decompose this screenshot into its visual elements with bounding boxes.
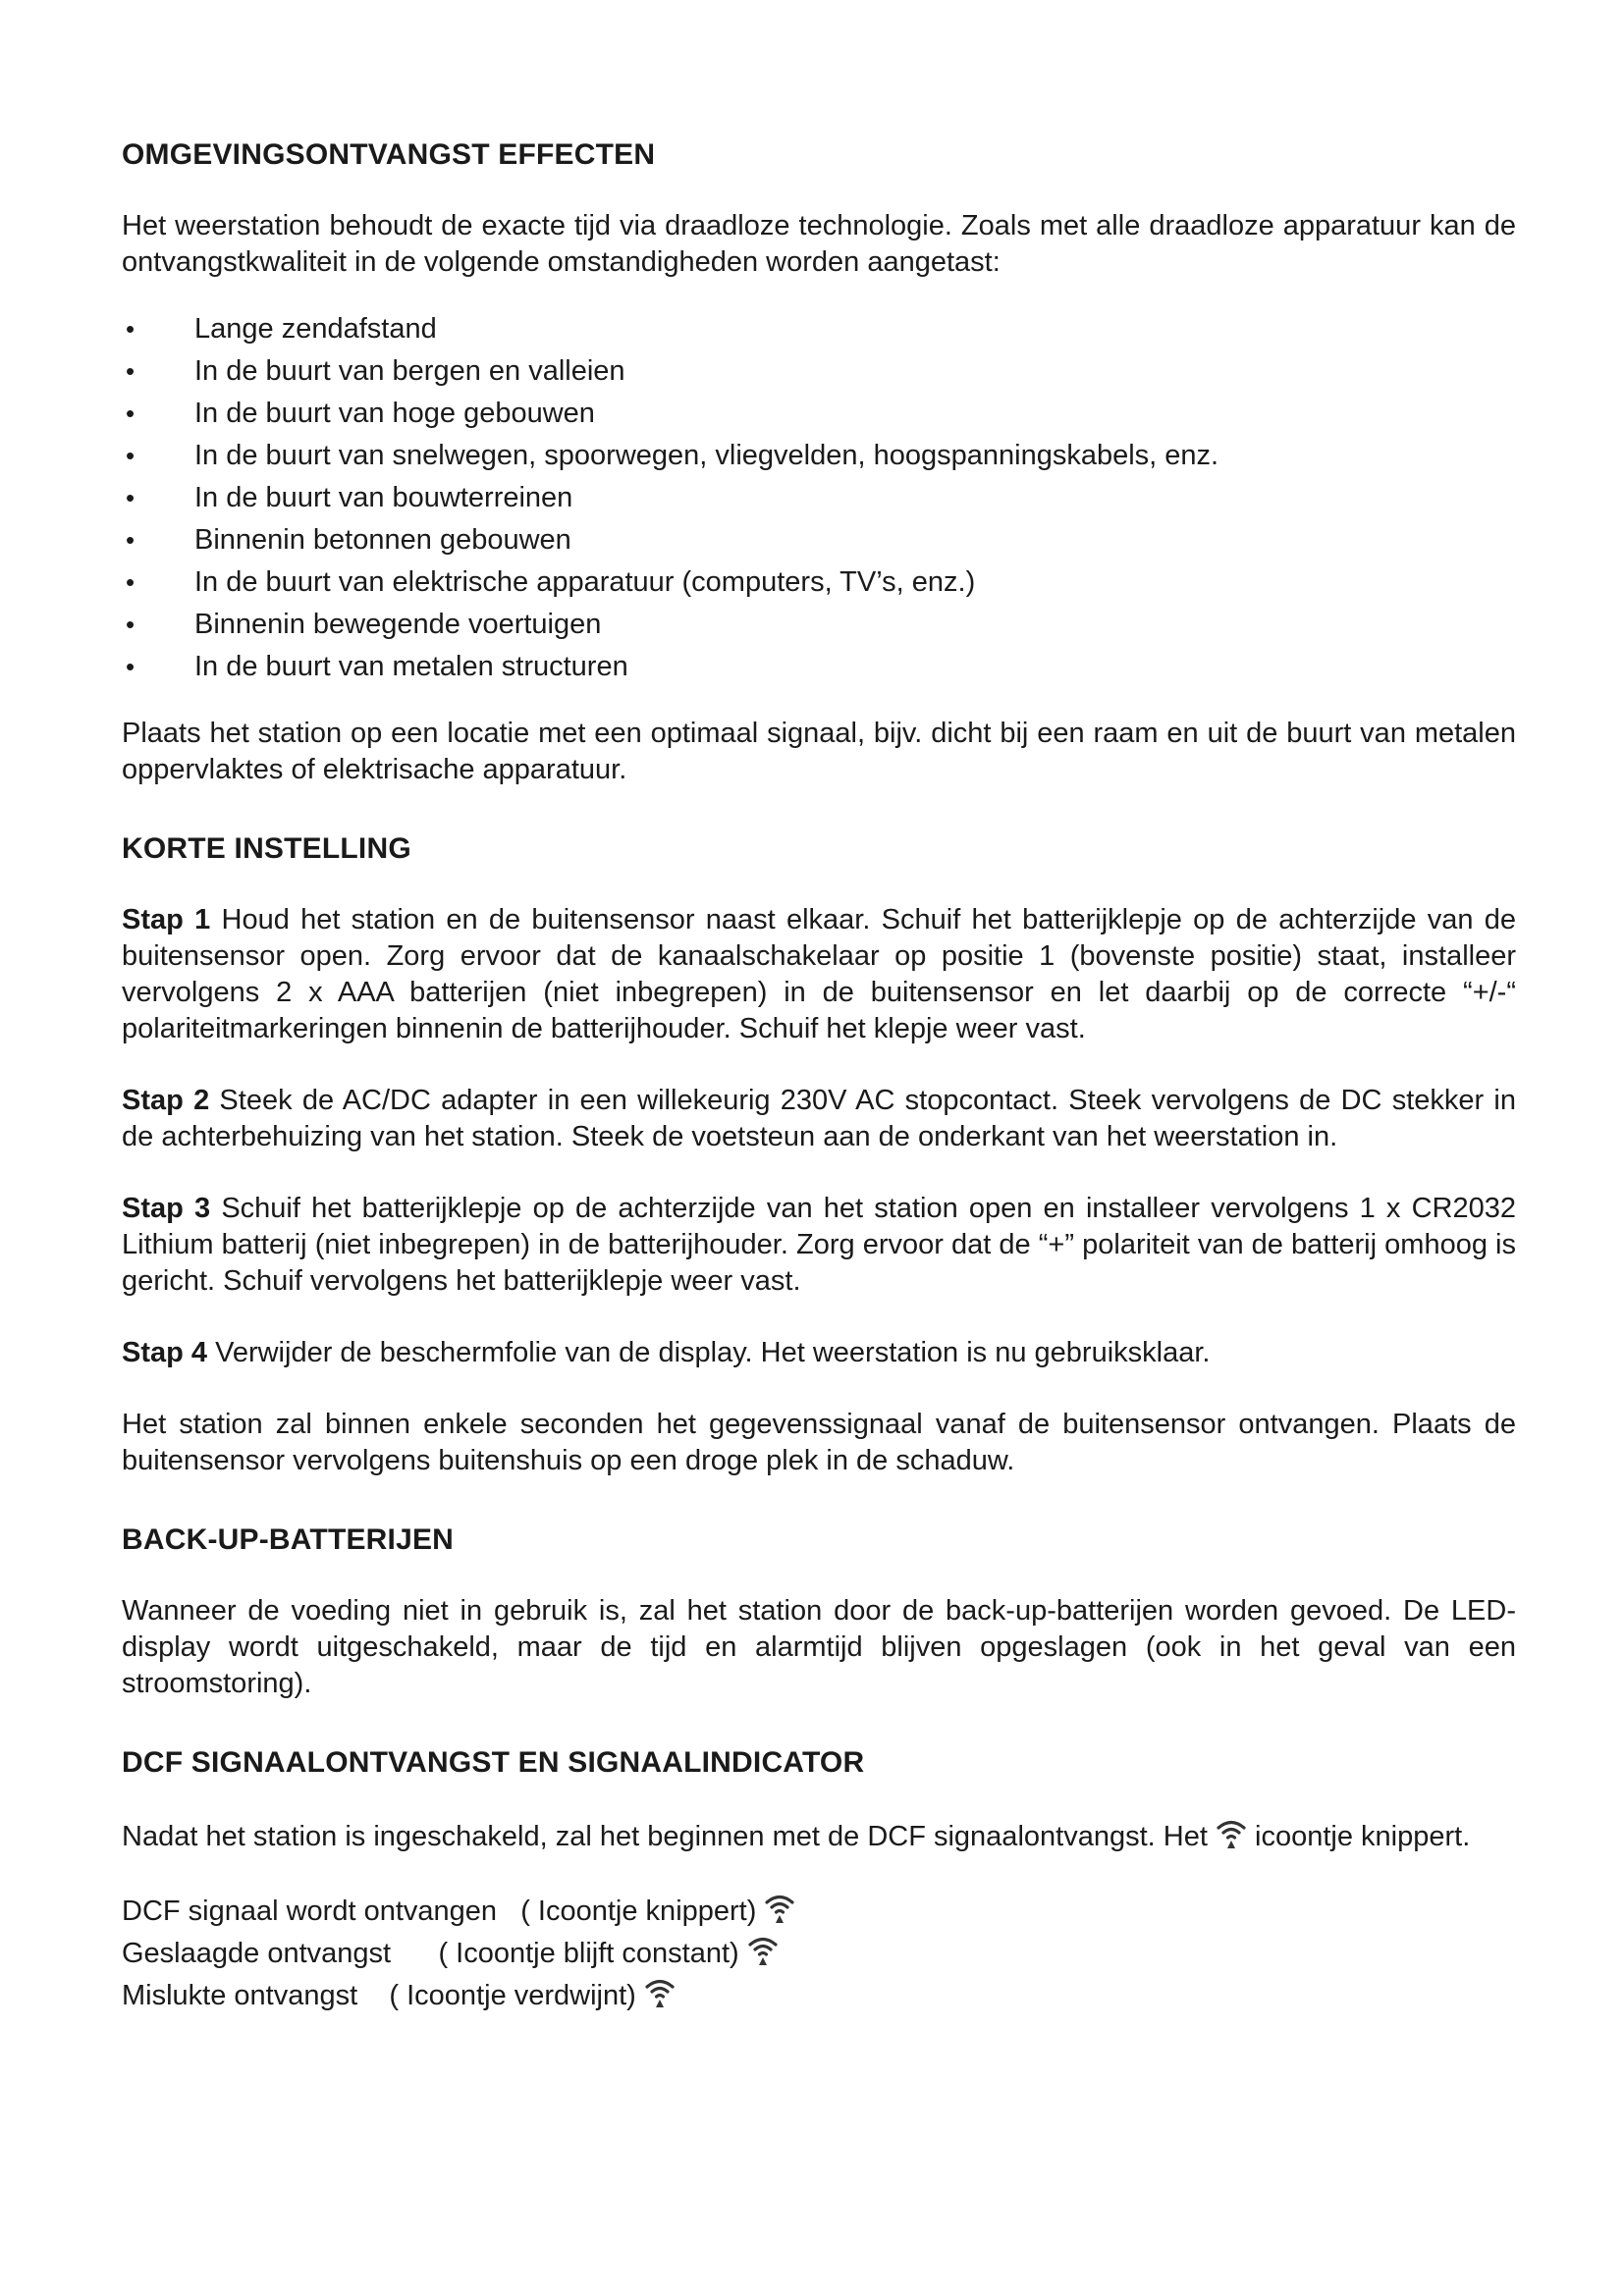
- list-item: • In de buurt van elektrische apparatuur (computers, TV’s, enz.): [126, 566, 976, 598]
- signal-state-failed: Mislukte ontvangst ( Icoontje verdwijnt): [122, 1975, 1516, 2017]
- list-item: • Binnenin betonnen gebouwen: [126, 524, 571, 556]
- list-item: • In de buurt van hoge gebouwen: [126, 398, 595, 429]
- wifi-signal-icon: [764, 1891, 795, 1924]
- list-item: • In de buurt van bouwterreinen: [126, 482, 573, 513]
- wifi-signal-icon: [644, 1975, 676, 2008]
- dcf-intro: Nadat het station is ingeschakeld, zal het beginnen met de DCF signaalontvangst. Het icoontje knippert.: [122, 1816, 1516, 1855]
- placement-advice: Plaats het station op een locatie met een optimaal signaal, bijv. dicht bij een raam en uit de buurt van metalen oppervlaktes of elektrisache apparatuur.: [122, 718, 1516, 785]
- section-title-dcf: DCF SIGNAALONTVANGST EN SIGNAALINDICATOR: [122, 1746, 865, 1779]
- section-title-setup: KORTE INSTELLING: [122, 832, 411, 865]
- wifi-signal-icon: [1216, 1816, 1247, 1849]
- section-title-reception: OMGEVINGSONTVANGST EFFECTEN: [122, 138, 656, 171]
- interference-list: [122, 308, 1516, 688]
- list-item: • In de buurt van bergen en valleien: [126, 355, 625, 387]
- document-page: [122, 137, 1516, 2017]
- setup-step-2: Stap 2 Steek de AC/DC adapter in een willekeurig 230V AC stopcontact. Steek vervolgens de DC stekker in de achterbehuizing van het station. Steek de voetsteun aan de onderkant van het weerstation in.: [122, 1085, 1516, 1152]
- list-item: • In de buurt van snelwegen, spoorwegen, vliegvelden, hoogspanningskabels, enz.: [126, 440, 1219, 471]
- list-item: • In de buurt van metalen structuren: [126, 651, 628, 682]
- list-item: • Lange zendafstand: [126, 313, 437, 345]
- setup-closing: Het station zal binnen enkele seconden het gegevenssignaal vanaf de buitensensor ontvangen. Plaats de buitensensor vervolgens buitenshuis op een droge plek in de schaduw.: [122, 1409, 1516, 1476]
- setup-step-3: Stap 3 Schuif het batterijklepje op de achterzijde van het station open en installeer vervolgens 1 x CR2032 Lithium batterij (niet inbegrepen) in de batterijhouder. Zorg ervoor dat de “+” polariteit van de batterij omhoog is gericht. Schuif vervolgens het batterijklepje weer vast.: [122, 1193, 1517, 1297]
- backup-text: Wanneer de voeding niet in gebruik is, zal het station door de back-up-batterijen worden gevoed. De LED-display wordt uitgeschakeld, maar de tijd en alarmtijd blijven opgeslagen (ook in het geval van een stroomstoring).: [122, 1595, 1516, 1699]
- signal-state-receiving: DCF signaal wordt ontvangen ( Icoontje knippert): [122, 1891, 1516, 1933]
- reception-intro: Het weerstation behoudt de exacte tijd via draadloze technologie. Zoals met alle draadloze apparatuur kan de ontvangstkwaliteit in de volgende omstandigheden worden aangetast:: [122, 210, 1516, 278]
- setup-step-4: Stap 4 Verwijder de beschermfolie van de display. Het weerstation is nu gebruiksklaar.: [122, 1337, 1211, 1368]
- section-title-backup: BACK-UP-BATTERIJEN: [122, 1523, 455, 1556]
- wifi-signal-icon: [747, 1933, 779, 1966]
- signal-state-success: Geslaagde ontvangst ( Icoontje blijft constant): [122, 1933, 1516, 1975]
- list-item: • Binnenin bewegende voertuigen: [126, 609, 602, 640]
- setup-step-1: Stap 1 Houd het station en de buitensensor naast elkaar. Schuif het batterijklepje op de achterzijde van de buitensensor open. Zorg ervoor dat de kanaalschakelaar op positie 1 (bovenste positie) staat, installeer vervolgens 2 x AAA batterijen (niet inbegrepen) in de buitensensor en let daarbij op de correcte “+/-“ polariteitmarkeringen binnenin de batterijhouder. Schuif het klepje weer vast.: [122, 904, 1517, 1044]
